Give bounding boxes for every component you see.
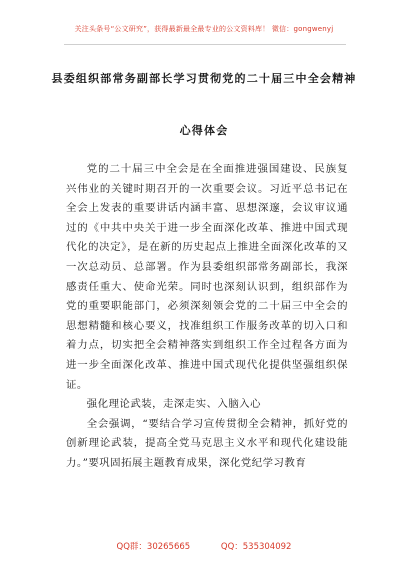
header-banner: 关注头条号“公文研究”，获得最新最全最专业的公文资料库！ 微信：gongwenyj: [74, 25, 334, 33]
footer-qq: QQ：535304092: [220, 542, 292, 552]
body-paragraph: 全会强调，“要结合学习宣传贯彻全会精神，抓好党的创新理论武装，提高全党马克思主义水平和现代化建设能力。”要巩固拓展主题教育成果，深化党纪学习教育: [66, 417, 348, 469]
footer-qq-group: QQ群：30265665: [116, 542, 191, 552]
footer-contact: [0, 540, 408, 552]
body-paragraph: 党的二十届三中全会是在全面推进强国建设、民族复兴伟业的关键时期召开的一次重要会议。习近平总书记在全会上发表的重要讲话内涵丰富、思想深邃，会议审议通过的《中共中央关于进一步全面深化改革、推进中国式现代化的决定》，是在新的历史起点上推进全面深化改革的又一次总动员、总部署。作为县委组织部常务副部长，我深感责任重大、使命光荣。同时也深刻认识到，组织部作为党的重要职能部门，必须深刻领会党的二十届三中全会的思想精髓和核心要义，找准组织工作服务改革的切入口和着力点，切实把全会精神落实到组织工作全过程各方面为进一步全面深化改革、推进中国式现代化提供坚强组织保证。: [66, 163, 348, 391]
document-subtitle: 心得体会: [179, 124, 229, 137]
document-body: [66, 160, 348, 474]
header-divider: [64, 44, 346, 45]
section-heading: 强化理论武装，走深走实、入脑入心: [86, 398, 262, 411]
document-title: 县委组织部常务副部长学习贯彻党的二十届三中全会精神: [51, 72, 357, 85]
